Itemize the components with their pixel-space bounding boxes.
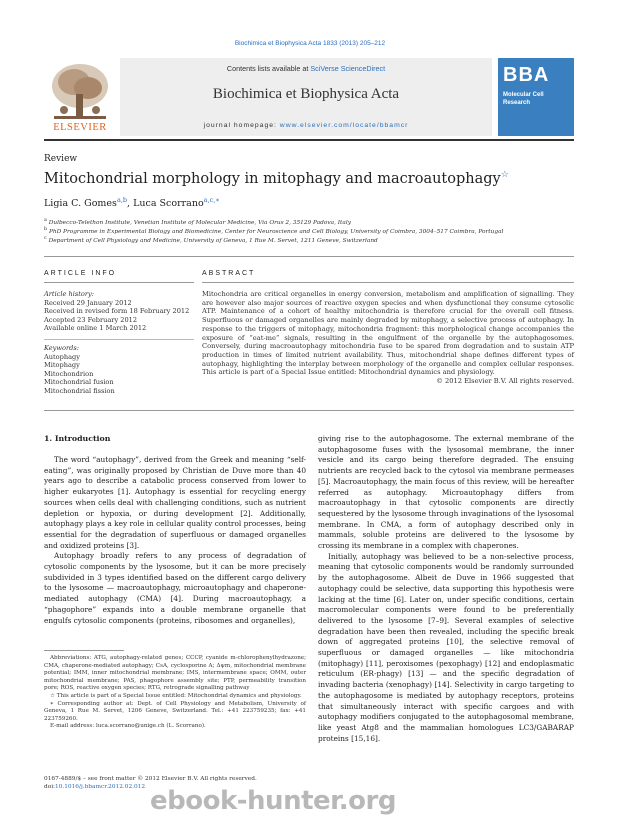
keyword: Mitophagy [44,361,80,370]
keyword: Mitochondrial fission [44,386,115,395]
author-name[interactable]: Luca Scorrano [133,198,204,210]
keyword: Mitochondrial fusion [44,378,114,387]
abstract-body [202,290,574,386]
abstract-rule [202,282,574,283]
homepage-link[interactable]: www.elsevier.com/locate/bbamcr [279,122,409,129]
body-column-right [318,434,574,744]
abstract-heading: ABSTRACT [202,270,256,277]
abstract-end-rule [44,410,574,411]
history-label: Article history: [44,290,94,298]
abstract-text: Mitochondria are critical organelles in energy conversion, metabolism and amplification of signalling. They are however also major sources of reactive oxygen species and when dysfunctional they consume cytosolic ATP. Maintenance of a cohort of healthy mitochondria is therefore crucial for the overall cell fitness. Superfluous or damaged organelles are mainly degraded by mitophagy, a selective process of autophagy. In response to the triggers of mitophagy, mitochondria fragment: this morphological change accompanies the exposure of “eat-me” signals, resulting in the engulfment of the organelle by the autophagosomes. Conversely, during macroautophagy mitochondria fuse to be spared from degradation and to sustain ATP production in times of limited nutrient availability. Thus, mitochondrial shape defines different types of autophagy, highlighting the interplay between morphology of the organelle and complex cellular responses. This article is part of a Special Issue entitled: Mitochondrial dynamics and physiology. [202,290,574,377]
author-name[interactable]: Ligia C. Gomes [44,198,117,210]
affiliation-text: Department of Cell Physiology and Medicine, University of Geneva, 1 Rue M. Servet, 1211 Geneve, Switzerland [48,237,378,244]
keyword: Autophagy [44,352,80,361]
author-affiliation-marker[interactable]: a,c,∗ [203,196,220,204]
affiliation-text: Dulbecco-Telethon Institute, Venetian Institute of Molecular Medicine, Via Orus 2, 35129 Padova, Italy [48,219,351,226]
keywords-rule [44,339,194,340]
body-column-left [44,455,306,626]
footnote-special-issue: ☆ This article is part of a Special Issue entitled: Mitochondrial dynamics and physiology. [50,692,302,699]
footnote-corresponding-author: ∗ Corresponding author at: Dept. of Cell Physiology and Metabolism, University of Geneva, 1 Rue M. Servet, 1206 Geneve, Switzerland. Tel.: +41 223759235; fax: +41 223759260. [44,700,306,722]
article-title [44,170,509,187]
body-paragraph: Initially, autophagy was believed to be a non-selective process, meaning that cytosolic components would be randomly surrounded by the autophagosome. Albeit de Duve in 1966 suggested that autophagy could be selective, data supporting this hypothesis were lacking at the time [6]. Later on, under specific conditions, certain macromolecular components were found to be preferentially delivered to the lysosome [7–9]. Several examples of selective degradation have been then revealed, including the specific break down of aggregated proteins [10], the selective removal of superfluous or damaged organelles — like mitochondria (mitophagy) [11], peroxisomes (pexophagy) [12] and endoplasmatic reticulum (ER-phagy) [13] — and the specific degradation of invading bacteria (xenophagy) [14]. Selectivity in cargo targeting to the autophagosome is mediated by autophagy receptors, proteins that simultaneously interact with specific cargoes and with autophagy modifiers conjugated to the autophagosomal membrane, like yeast Atg8 and the mammalian homologues LC3/GABARAP proteins [15,16]. [318,551,574,743]
body-paragraph: Autophagy broadly refers to any process of degradation of cytosolic components by the lysosome, but it can be more precisely subdivided in 3 types identified based on the different cargo delivery to the lysosome — macroautophagy, microautophagy and chaperone-mediated autophagy (CMA) [4]. During macroautophagy, a “phagophore” expands into a double membrane organelle that engulfs cytosolic components (proteins, ribosomes and organelles), [44,551,306,625]
keywords [44,344,194,396]
article-info-heading: ARTICLE INFO [44,270,117,277]
body-paragraph: The word “autophagy”, derived from the Greek and meaning “self-eating”, was originally proposed by Christian de Duve more than 40 years ago to describe a catabolic process conserved from lower to higher eukaryotes [1]. Autophagy is essential for recycling energy sources when cells deal with challenging conditions, such as nutrient depletion or hypoxia, or during development [2]. Additionally, autophagy plays a key role in cellular quality control processes, being essential for the degradation of superfluous or damaged organelles and oxidized proteins [3]. [44,455,306,550]
elsevier-wordmark: ELSEVIER [53,122,107,133]
watermark: ebook-hunter.org [150,786,396,816]
journal-citation[interactable]: Biochimica et Biophysica Acta 1833 (2013) 205–212 [234,40,386,47]
bba-cover-letters: BBA [503,64,550,86]
author-list: Ligia C. Gomes$^{a,b}$, Luca Scorrano$^{a,c,∗}$ [44,196,220,210]
article-title-text: Mitochondrial morphology in mitophagy and macroautophagy [44,170,501,187]
doi-link[interactable]: 10.1016/j.bbamcr.2012.02.012 [55,784,146,790]
article-info-rule [44,282,194,283]
title-footnote-marker[interactable]: ☆ [500,170,509,180]
body-paragraph: giving rise to the autophagosome. The external membrane of the autophagosome fuses with the lysosomal membrane, the inner vesicle and its cargo being therefore degraded. The ensuing nutrients are recycled back to the cytosol via membrane permeases [5]. Macroautophagy, the main focus of this review, will be hereafter referred as autophagy. Microautophagy differs from macroautophagy in that cytosolic components are directly sequestered by the lysosome through invaginations of the lysosomal membrane. In CMA, a form of autophagy described only in mammals, soluble proteins are delivered to the lysosome by crossing its membrane in a complex with chaperones. [318,434,574,551]
affiliation-rule [44,256,574,257]
sciencedirect-link[interactable]: SciVerse ScienceDirect [310,64,386,73]
issn-line: 0167-4889/$ – see front matter © 2012 Elsevier B.V. All rights reserved. [44,776,257,782]
abstract-copyright: © 2012 Elsevier B.V. All rights reserved. [436,377,574,386]
section-heading-introduction: 1. Introduction [44,434,111,443]
keyword: Mitochondrion [44,369,94,378]
history-item: Received in revised form 18 February 2012 [44,307,190,316]
footnote-rule [44,650,124,651]
history-item: Available online 1 March 2012 [44,324,147,333]
article-history [44,290,194,333]
author-affiliation-marker[interactable]: a,b [116,196,128,204]
journal-homepage [120,122,492,129]
doi-prefix: doi: [44,784,56,790]
affiliation-marker: a [44,218,47,223]
history-item: Accepted 23 February 2012 [44,315,138,324]
affiliation [44,218,351,226]
footnote-abbreviations: Abbreviations: ATG, autophagy-related genes; CCCP, cyanide m-chlorophenylhydrazone; CMA, chaperone-mediated autophagy; CsA, cyclosporine A; Δψm, mitochondrial membrane potential; IMM, inner mitochondrial membrane; IMS, intermembrane space; OMM, outer mitochondrial membrane; PAS, phagophore assembly site; PTP, permeability transition pore; ROS, reactive oxygen species; RTG, retrograde signalling pathway [44,655,306,692]
affiliation [44,227,503,235]
contents-prefix: Contents lists available at [226,64,311,73]
affiliation-text: PhD Programme in Experimental Biology and Biomedicine, Center for Neuroscience and Cell Biology, University of Coimbra, 3004–517 Coimbra, Portugal [48,228,504,235]
bba-cover-subtitle-1: Molecular Cell [503,92,544,98]
keywords-label: Keywords: [44,344,79,352]
bba-cover-subtitle-2: Research [503,100,531,106]
affiliation-marker: c [44,236,47,241]
article-type: Review [44,154,78,164]
history-item: Received 29 January 2012 [44,298,132,307]
header-rule [44,139,574,141]
footnote-email[interactable]: E-mail address: luca.scorrano@unige.ch (L. Scorrano). [50,723,206,730]
affiliation [44,236,378,244]
contents-line [120,64,492,73]
footnotes [44,655,306,731]
affiliation-marker: b [44,227,48,232]
homepage-prefix: journal homepage: [203,122,280,129]
journal-title: Biochimica et Biophysica Acta [212,86,400,102]
